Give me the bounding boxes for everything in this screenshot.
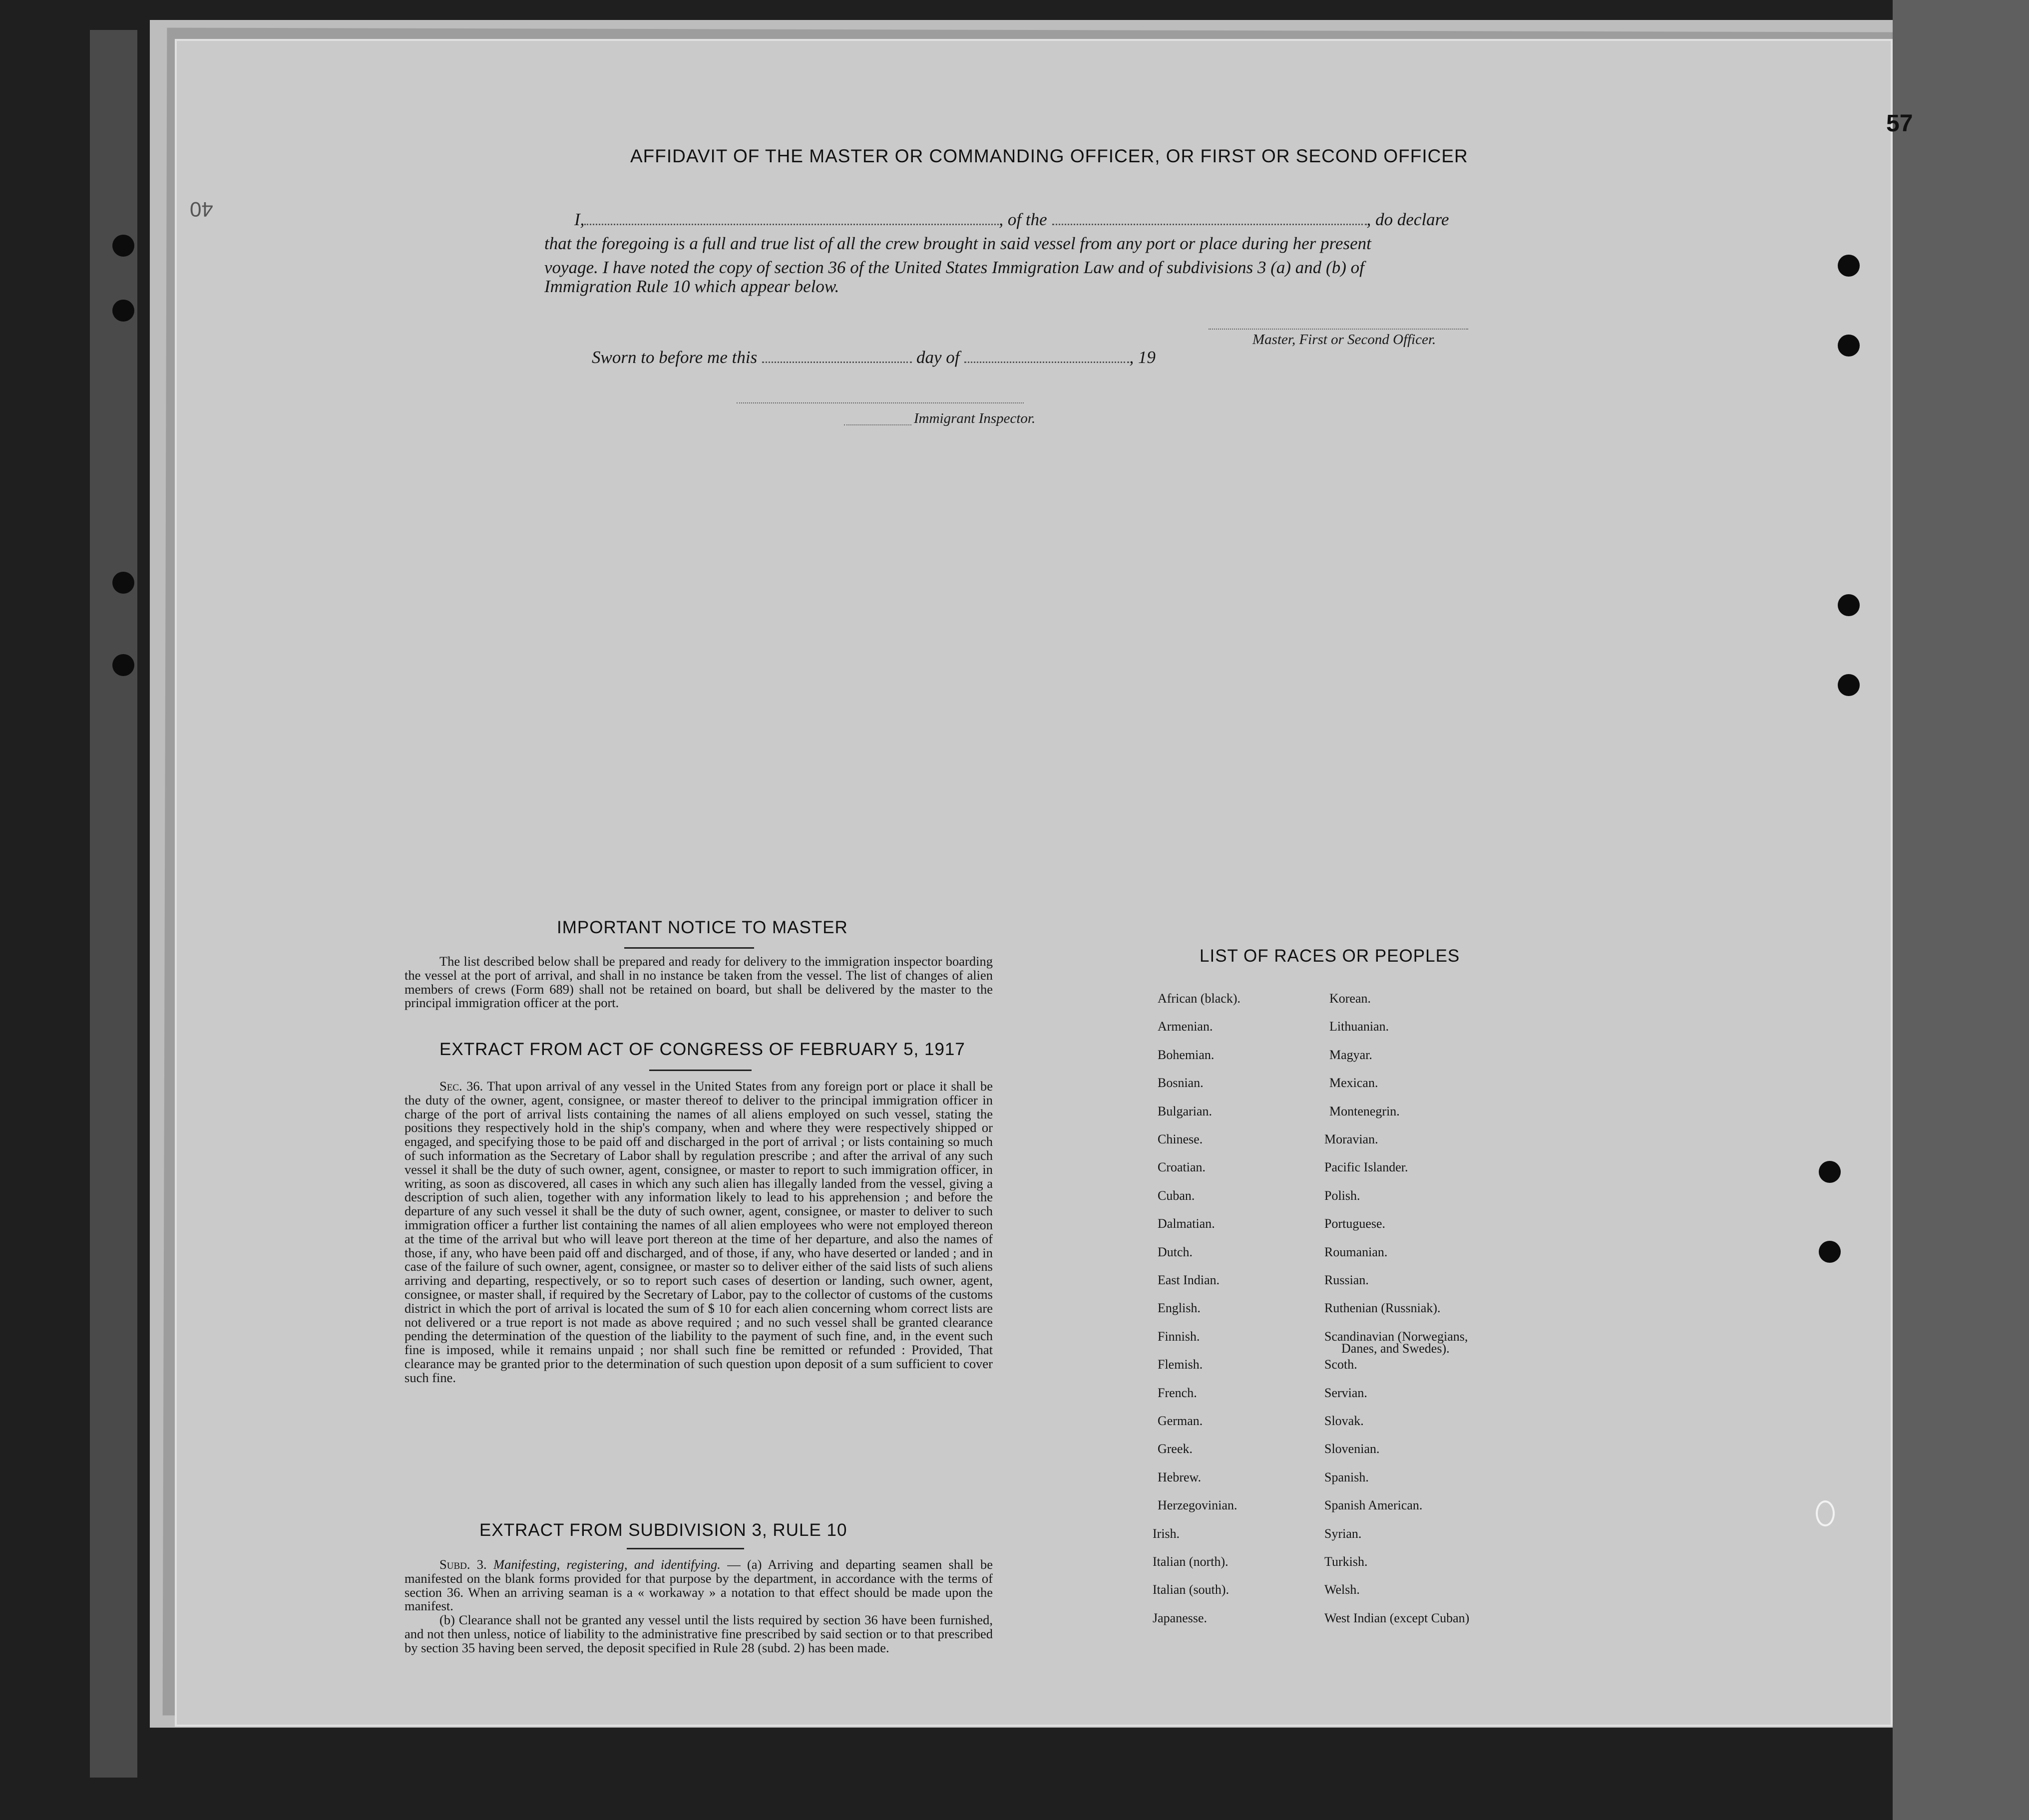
binder-hole-icon xyxy=(1838,335,1860,357)
race-item-right: West Indian (except Cuban) xyxy=(1324,1611,1470,1625)
race-item-right: Turkish. xyxy=(1324,1554,1368,1569)
race-item-left: Flemish. xyxy=(1158,1357,1203,1372)
race-item-left: Finnish. xyxy=(1158,1329,1200,1344)
sworn-text: Sworn to before me this xyxy=(592,348,758,367)
binder-hole-icon xyxy=(1819,1241,1841,1263)
race-item-right: Ruthenian (Russniak). xyxy=(1324,1301,1441,1315)
extract-act-rule xyxy=(649,1070,752,1071)
subd-para-a: — (a) Arriving and departing seamen shall be manifested on the blank forms provided for that purpose by the department, in accordance with the terms of section 36. When an arriving seaman is a « workaway » a notation to that effect should be made upon the manifest. xyxy=(405,1557,993,1614)
binder-hole-icon xyxy=(112,300,134,322)
race-item-left: Dalmatian. xyxy=(1158,1216,1215,1231)
affidavit-line-4: Immigration Rule 10 which appear below. xyxy=(544,277,839,296)
affidavit-line-3: voyage. I have noted the copy of section 36 of the United States Immigration Law and of subdivisions 3 (a) and (b) of xyxy=(544,258,1364,277)
margin-number: 40 xyxy=(190,198,213,221)
race-item-left: Greek. xyxy=(1158,1442,1193,1456)
sworn-line xyxy=(592,348,1156,367)
notice-paragraph: The list described below shall be prepared and ready for delivery to the immigration inspector boarding the vessel at the port of arrival, and shall in no instance be taken from the vessel. The list of changes of alien members of crews (Form 689) shall not be retained on board, but shall be delivered by the master to the principal immigration officer at the port. xyxy=(405,954,993,1011)
race-item-right: Korean. xyxy=(1329,991,1371,1006)
inspector-label: Immigrant Inspector. xyxy=(914,410,1036,426)
race-item-right: Lithuanian. xyxy=(1329,1019,1389,1034)
race-item-right: Welsh. xyxy=(1324,1582,1360,1597)
race-item-right: Pacific Islander. xyxy=(1324,1160,1408,1174)
race-item-right: Scoth. xyxy=(1324,1357,1357,1372)
page-number: 57 xyxy=(1886,110,1913,137)
inspector-signature-line xyxy=(737,402,1024,403)
notice-text xyxy=(405,955,993,1010)
race-item-right: Slovak. xyxy=(1324,1414,1364,1428)
race-item-left: Bulgarian. xyxy=(1158,1104,1213,1118)
subd-heading: Manifesting, registering, and identifying. xyxy=(493,1557,721,1572)
extract-act-text xyxy=(405,1080,993,1385)
binder-hole-icon xyxy=(1838,594,1860,616)
binder-hole-icon xyxy=(1819,1161,1841,1183)
notice-title: IMPORTANT NOTICE TO MASTER xyxy=(557,918,848,937)
race-item-right: Spanish American. xyxy=(1324,1498,1423,1512)
inspector-dotted-lead xyxy=(844,424,911,425)
race-item-left: Bohemian. xyxy=(1158,1048,1215,1062)
document-page xyxy=(175,39,1893,1727)
race-item-right: Moravian. xyxy=(1324,1132,1378,1146)
race-item-left: Armenian. xyxy=(1158,1019,1213,1034)
race-item-left: English. xyxy=(1158,1301,1201,1315)
sworn-day-blank xyxy=(762,362,912,363)
race-item-left: African (black). xyxy=(1158,991,1241,1006)
binder-hole-icon xyxy=(1838,255,1860,277)
subd-label: Subd. 3. xyxy=(439,1557,487,1572)
race-item-left: Italian (north). xyxy=(1153,1554,1228,1569)
race-item-right: Montenegrin. xyxy=(1329,1104,1400,1118)
affidavit-line-2: that the foregoing is a full and true list of all the crew brought in said vessel from any port or place during her present xyxy=(544,234,1371,253)
race-item-left: Croatian. xyxy=(1158,1160,1206,1174)
binder-hole-icon xyxy=(112,572,134,594)
race-item-right: Magyar. xyxy=(1329,1048,1372,1062)
race-item-left: Bosnian. xyxy=(1158,1076,1204,1090)
extract-act-title: EXTRACT FROM ACT OF CONGRESS OF FEBRUARY 5, 1917 xyxy=(439,1040,965,1059)
affidavit-declare: , do declare xyxy=(1366,210,1449,229)
extract-rule-title: EXTRACT FROM SUBDIVISION 3, RULE 10 xyxy=(479,1520,847,1540)
race-item-left: Cuban. xyxy=(1158,1188,1195,1203)
binder-hole-icon xyxy=(112,654,134,676)
races-title: LIST OF RACES OR PEOPLES xyxy=(1200,946,1460,966)
race-continuation: Danes, and Swedes). xyxy=(1341,1341,1450,1356)
race-item-left: Hebrew. xyxy=(1158,1470,1202,1484)
day-of-text: day of xyxy=(916,348,960,367)
race-item-right: Mexican. xyxy=(1329,1076,1378,1090)
binder-hole-icon xyxy=(112,235,134,257)
binder-left-edge xyxy=(90,30,137,1778)
race-item-left: Italian (south). xyxy=(1153,1582,1229,1597)
binder-right-strip xyxy=(1893,0,2029,1820)
race-item-left: Irish. xyxy=(1153,1526,1180,1541)
sworn-month-blank xyxy=(964,362,1129,363)
subd-para-b: (b) Clearance shall not be granted any vessel until the lists required by section 36 have been furnished, and not then unless, notice of liability to the administrative fine prescribed by said section or to that prescribed by section 35 having been served, the deposit specified in Rule 28 (subd. 2) has been made. xyxy=(405,1612,993,1655)
master-signature-label: Master, First or Second Officer. xyxy=(1252,332,1436,348)
binder-hole-outline-icon xyxy=(1816,1500,1835,1526)
race-item-right: Servian. xyxy=(1324,1386,1367,1400)
race-item-left: Chinese. xyxy=(1158,1132,1203,1146)
race-item-left: East Indian. xyxy=(1158,1273,1220,1287)
race-item-right: Slovenian. xyxy=(1324,1442,1380,1456)
name-blank xyxy=(584,224,999,225)
race-item-right: Roumanian. xyxy=(1324,1245,1388,1259)
race-item-right: Syrian. xyxy=(1324,1526,1362,1541)
race-item-left: French. xyxy=(1158,1386,1197,1400)
notice-rule xyxy=(624,947,754,949)
master-signature-line xyxy=(1209,329,1468,330)
section-label: Sec. 36. xyxy=(439,1079,483,1093)
race-item-right: Spanish. xyxy=(1324,1470,1369,1484)
race-item-left: Dutch. xyxy=(1158,1245,1193,1259)
race-item-left: German. xyxy=(1158,1414,1203,1428)
race-item-right: Portuguese. xyxy=(1324,1216,1386,1231)
extract-rule-rule xyxy=(627,1548,744,1549)
affidavit-line-1 xyxy=(544,210,1449,230)
binder-hole-icon xyxy=(1838,674,1860,696)
sworn-year: , 19 xyxy=(1129,348,1156,367)
extract-rule-text xyxy=(405,1558,993,1655)
affidavit-of-the: , of the xyxy=(999,210,1047,229)
race-item-right: Polish. xyxy=(1324,1188,1360,1203)
affidavit-i: I, xyxy=(574,210,585,229)
race-item-right: Russian. xyxy=(1324,1273,1369,1287)
race-item-right: Scandinavian (Norwegians, xyxy=(1324,1329,1468,1344)
affidavit-title: AFFIDAVIT OF THE MASTER OR COMMANDING OFFICER, OR FIRST OR SECOND OFFICER xyxy=(630,146,1468,166)
race-item-left: Japanesse. xyxy=(1153,1611,1208,1625)
section-36-text: That upon arrival of any vessel in the United States from any foreign port or place it shall be the duty of the owner, agent, consignee, or master thereof to deliver to the principal immigration officer in charge of the port of arrival lists containing the names of all aliens employed on such vessel, stating the positions they respectively hold in the ship's company, when and where they were respectively shipped or engaged, and specifying those to be paid off and discharged in the port of arrival ; or lists containing so much of such information as the Secretary of Labor shall by regulation prescribe ; and after the arrival of any such vessel it shall be the duty of such owner, agent, consignee, or master to report to such immigration officer, in writing, as soon as discovered, all cases in which any such alien has illegally landed from the vessel, giving a description of such alien, together with any information likely to lead to his apprehension ; and before the departure of any such vessel it shall be the duty of such owner, agent, consignee, or master to deliver to such immigration officer a further list containing the names of all alien employees who were not employed thereon at the time of the arrival but who will leave port thereon at the time of her departure, and also the names of those, if any, who have been paid off and discharged, and of those, if any, who have deserted or landed ; and in case of the failure of such owner, agent, consignee, or master so to deliver either of the said lists of such aliens arriving and departing, respectively, or so to report such cases of desertion or landing, such owner, agent, consignee, or master shall, if required by the Secretary of Labor, pay to the collector of customs of the customs district in which the port of arrival is located the sum of $ 10 for each alien concerning whom correct lists are not delivered or a true report is not made as above required ; and no such vessel shall be granted clearance pending the determination of the question of the liability to the payment of such fine, and, in the event such fine is imposed, while it remains unpaid ; nor shall such fine be remitted or refunded : Provided, That clearance may be granted prior to the determination of such question upon deposit of a sum sufficient to cover such fine. xyxy=(405,1079,993,1385)
race-item-left: Herzegovinian. xyxy=(1158,1498,1237,1512)
vessel-blank xyxy=(1052,224,1367,225)
